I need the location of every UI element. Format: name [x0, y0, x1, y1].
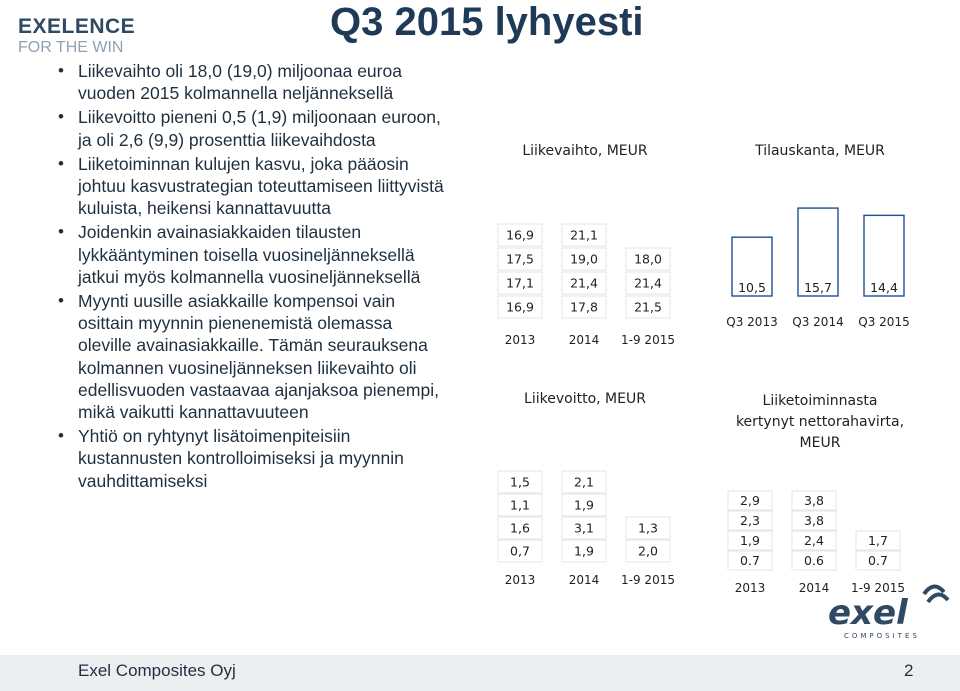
tick-label: 2014: [568, 573, 600, 587]
data-label: 15,7: [804, 280, 832, 295]
exel-composites-logo: [828, 582, 948, 645]
data-label: 1,7: [868, 533, 888, 548]
chart-tilauskanta: [720, 200, 930, 340]
tick-label: 2013: [504, 333, 536, 347]
bullet-item: • Liikevoitto pieneni 0,5 (1,9) miljoonaan euroon, ja oli 2,6 (9,9) prosenttia liikevaihdosta: [78, 106, 448, 150]
data-label: 17,8: [570, 299, 598, 315]
exel-logo-text: exel: [828, 593, 908, 633]
data-label: 14,4: [870, 280, 898, 295]
data-label: 21,4: [634, 275, 662, 291]
data-label: 0.6: [804, 553, 824, 568]
tick-label: 1-9 2015: [621, 333, 675, 347]
data-label: 1,9: [740, 533, 760, 548]
tick-label: Q3 2014: [792, 315, 844, 329]
tick-label: 2014: [798, 581, 830, 595]
data-label: 17,5: [506, 251, 534, 267]
chart-liikevoitto: [490, 430, 690, 595]
bullet-item: • Myynti uusille asiakkaille kompensoi vain osittain myynnin pienenemistä olemassa oleville avainasiakkaille. Tämän seurauksena kolmannen vuosineljänneksen liikevaihto oli edellisvuoden vastaavaa ajanjaksoa pienempi, mikä vaikutti kannattavuuteen: [78, 290, 448, 423]
data-label: 1,5: [510, 474, 530, 490]
logo-line2: FOR THE WIN: [18, 39, 124, 56]
slide-title: Q3 2015 lyhyesti: [330, 0, 644, 44]
data-label: 3,8: [804, 513, 824, 528]
data-label: 2,4: [804, 533, 824, 548]
bullet-list: [78, 60, 448, 494]
tick-label: 2013: [504, 573, 536, 587]
data-label: 2,0: [638, 543, 658, 559]
bullet-item: • Liiketoiminnan kulujen kasvu, joka pääosin johtuu kasvustrategian toteuttamiseen liittyvistä kuluista, heikensi kannattavuutta: [78, 153, 448, 220]
tick-label: 1-9 2015: [851, 581, 905, 595]
data-label: 0.7: [740, 553, 760, 568]
bullet-item: • Joidenkin avainasiakkaiden tilausten lykkääntyminen toisella vuosineljänneksellä jatkui myös kolmannella vuosineljänneksellä: [78, 221, 448, 288]
data-label: 0,7: [510, 543, 530, 559]
data-label: 10,5: [738, 280, 766, 295]
data-label: 3,8: [804, 493, 824, 508]
data-label: 1,6: [510, 520, 530, 536]
tick-label: 1-9 2015: [621, 573, 675, 587]
footer-company: Exel Composites Oyj: [78, 661, 236, 680]
exel-logo-mark: [828, 582, 948, 640]
data-label: 18,0: [634, 251, 662, 267]
data-label: 1,3: [638, 520, 658, 536]
chart-title-tilauskanta: Tilauskanta, MEUR: [755, 143, 885, 159]
bullet-item: • Liikevaihto oli 18,0 (19,0) miljoonaa euroa vuoden 2015 kolmannella neljänneksellä: [78, 60, 448, 104]
exel-logo-sub: COMPOSITES: [844, 632, 920, 640]
data-label: 3,1: [574, 520, 594, 536]
chart-nettorahavirta: [720, 470, 930, 595]
data-label: 21,5: [634, 299, 662, 315]
data-label: 19,0: [570, 251, 598, 267]
data-label: 21,1: [570, 227, 598, 243]
logo-line1: EXELENCE: [18, 15, 136, 38]
data-label: 2,9: [740, 493, 760, 508]
data-label: 17,1: [506, 275, 534, 291]
data-label: 0.7: [868, 553, 888, 568]
data-label: 1,9: [574, 497, 594, 513]
bullet-item: • Yhtiö on ryhtynyt lisätoimenpiteisiin kustannusten kontrolloimiseksi ja myynnin vauhdittamiseksi: [78, 425, 448, 492]
tick-label: Q3 2013: [726, 315, 778, 329]
tick-label: 2014: [568, 333, 600, 347]
chart-title-liikevoitto: Liikevoitto, MEUR: [524, 391, 646, 407]
page-number: 2: [904, 661, 914, 680]
exelence-logo: [18, 16, 135, 58]
data-label: 21,4: [570, 275, 598, 291]
data-label: 16,9: [506, 299, 534, 315]
tick-label: 2013: [734, 581, 766, 595]
chart-liikevaihto: [490, 200, 690, 350]
tick-label: Q3 2015: [858, 315, 910, 329]
data-label: 2,3: [740, 513, 760, 528]
chart-title-liikevaihto: Liikevaihto, MEUR: [522, 143, 648, 159]
data-label: 16,9: [506, 227, 534, 243]
data-label: 2,1: [574, 474, 594, 490]
data-label: 1,9: [574, 543, 594, 559]
chart-title-nettorahavirta: Liiketoiminnasta kertynyt nettorahavirta, MEUR: [735, 393, 905, 451]
data-label: 1,1: [510, 497, 530, 513]
